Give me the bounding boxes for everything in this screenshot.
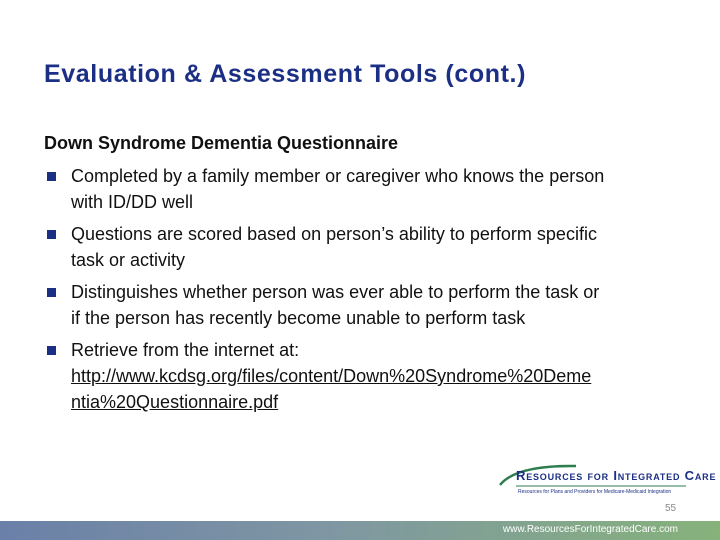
bullet-item: [44, 279, 704, 331]
logo-name: Resources for Integrated Care: [516, 468, 717, 483]
bullet-item: [44, 221, 704, 273]
square-bullet-icon: [47, 230, 56, 239]
bullet-item: [44, 337, 704, 415]
square-bullet-icon: [47, 346, 56, 355]
footer-url: www.ResourcesForIntegratedCare.com: [502, 524, 678, 535]
logo-tagline: Resources for Plans and Providers for Medicare-Medicaid Integration: [518, 489, 672, 495]
bullet-text: with ID/DD well: [71, 192, 194, 212]
bullet-text: Distinguishes whether person was ever able to perform the task or: [71, 282, 600, 302]
page-number: 55: [665, 503, 677, 514]
bullet-item: [44, 163, 704, 215]
footer-bar: [0, 521, 720, 540]
square-bullet-icon: [47, 172, 56, 181]
bullet-text: Retrieve from the internet at:: [71, 340, 300, 360]
slide-title: Evaluation & Assessment Tools (cont.): [44, 60, 527, 88]
bullet-text: if the person has recently become unable to perform task: [71, 308, 526, 328]
bullet-text: Completed by a family member or caregiver who knows the person: [71, 166, 605, 186]
bullet-list: [44, 163, 704, 421]
questionnaire-link[interactable]: http://www.kcdsg.org/files/content/Down%20Syndrome%20Deme: [71, 366, 592, 386]
resources-for-integrated-care-logo: [496, 461, 717, 501]
bullet-text: task or activity: [71, 250, 186, 270]
subheading: Down Syndrome Dementia Questionnaire: [44, 133, 399, 153]
questionnaire-link-continued[interactable]: ntia%20Questionnaire.pdf: [71, 392, 279, 412]
bullet-text: Questions are scored based on person’s ability to perform specific: [71, 224, 597, 244]
square-bullet-icon: [47, 288, 56, 297]
